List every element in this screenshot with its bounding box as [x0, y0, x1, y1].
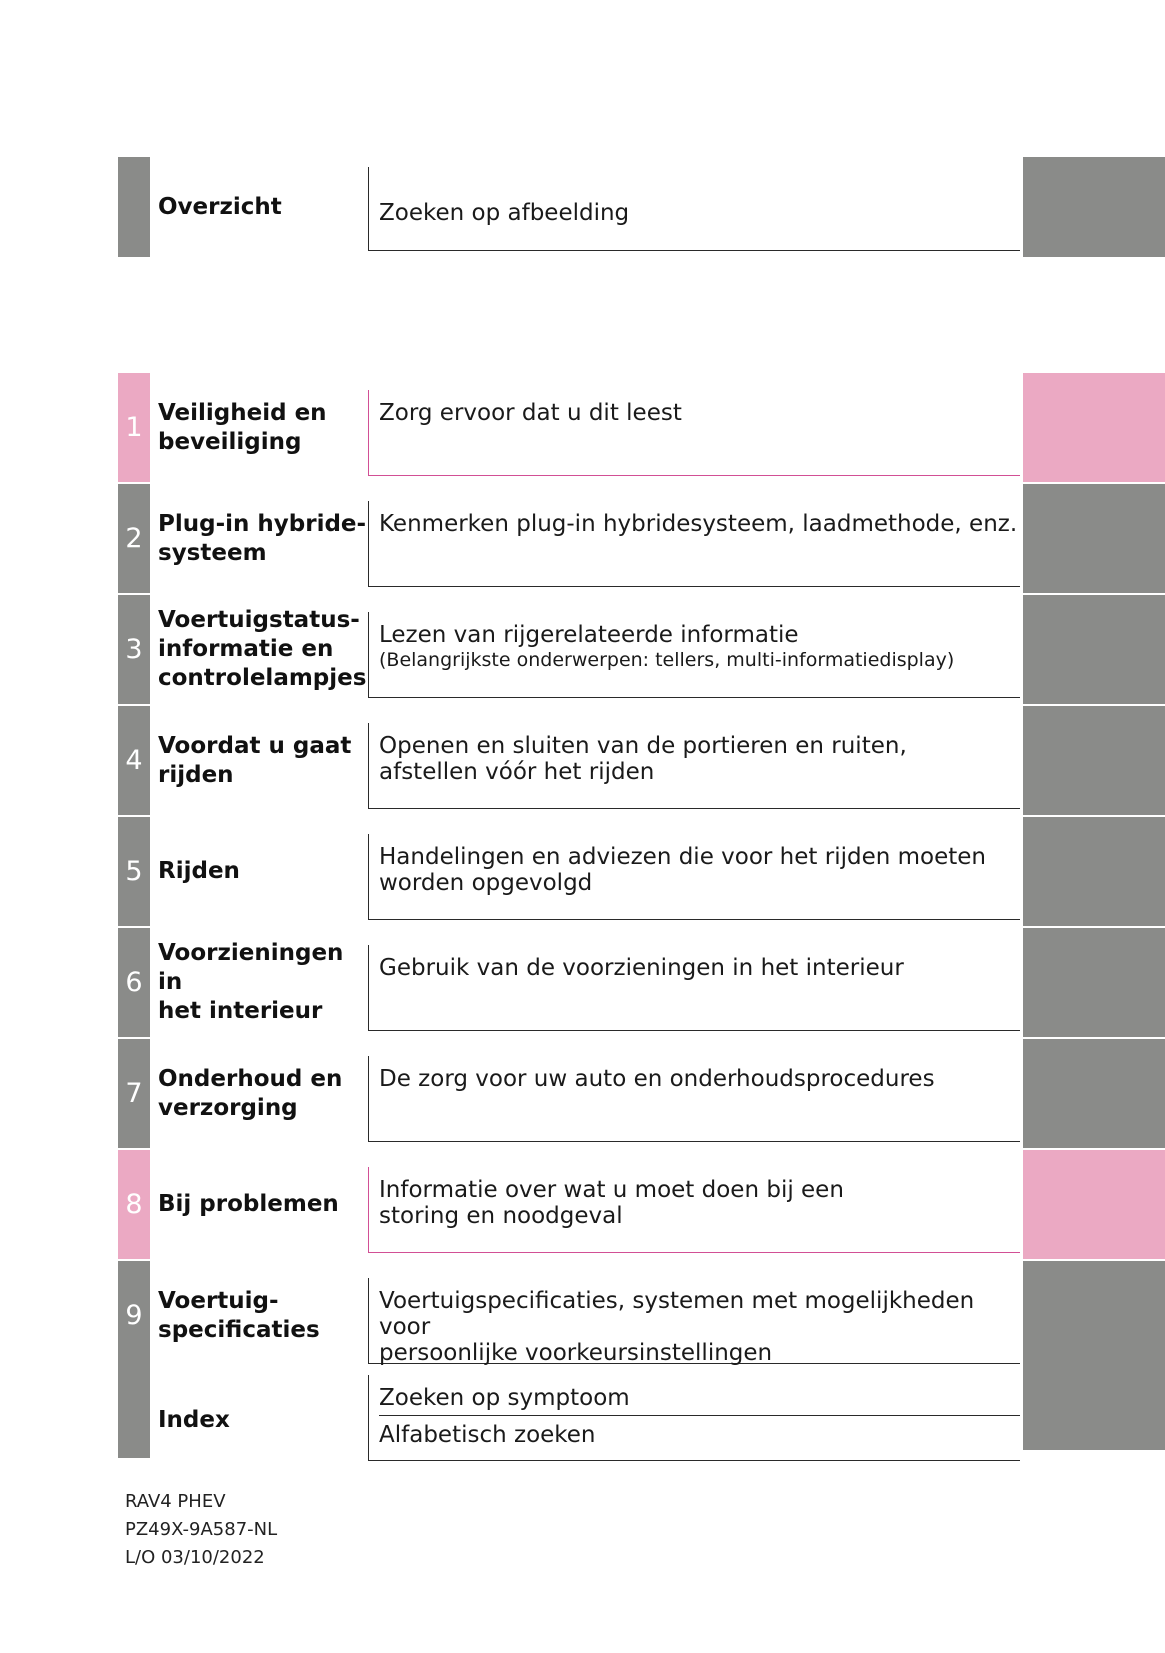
toc-row-chapter-8[interactable] [0, 1150, 1165, 1259]
section-description: Zoeken op afbeelding [368, 167, 1020, 251]
chapter-number: 4 [118, 706, 150, 815]
chapter-number: 6 [118, 928, 150, 1037]
section-description [368, 1375, 1020, 1461]
document-footer [125, 1488, 277, 1572]
thumb-tab[interactable] [1023, 1358, 1165, 1450]
toc-row-chapter-7[interactable] [0, 1039, 1165, 1148]
toc-row-chapter-3[interactable] [0, 595, 1165, 704]
chapter-title: Plug-in hybride- systeem [158, 510, 367, 566]
chapter-title: Rijden [158, 858, 240, 884]
thumb-tab[interactable] [1023, 157, 1165, 257]
toc-row-index[interactable] [0, 1358, 1165, 1458]
section-color-bar [118, 1358, 150, 1458]
thumb-tab-chapter-2[interactable] [1023, 484, 1165, 593]
search-by-symptom-link[interactable]: Zoeken op symptoom [379, 1385, 1020, 1416]
chapter-title: Voertuigstatus- informatie en controlelampjes [158, 607, 367, 691]
thumb-tab-chapter-6[interactable] [1023, 928, 1165, 1037]
chapter-subdescription: (Belangrijkste onderwerpen: tellers, multi-informatiedisplay) [379, 649, 955, 671]
chapter-number: 3 [118, 595, 150, 704]
toc-row-chapter-6[interactable] [0, 928, 1165, 1037]
toc-row-overview[interactable] [0, 157, 1165, 257]
section-title: Overzicht [158, 193, 282, 220]
chapter-title: Voorzieningen in het interieur [158, 940, 344, 1024]
chapter-number: 2 [118, 484, 150, 593]
toc-row-chapter-2[interactable] [0, 484, 1165, 593]
section-title: Index [158, 1406, 230, 1433]
chapter-description: Handelingen en adviezen die voor het rijden moeten worden opgevolgd [368, 834, 1020, 920]
footer-model: RAV4 PHEV [125, 1491, 226, 1512]
thumb-tab-chapter-5[interactable] [1023, 817, 1165, 926]
chapter-number: 5 [118, 817, 150, 926]
chapter-title: Voordat u gaat rijden [158, 732, 352, 788]
chapter-number: 1 [118, 373, 150, 482]
toc-row-chapter-4[interactable] [0, 706, 1165, 815]
toc-row-chapter-9[interactable] [0, 1261, 1165, 1370]
section-color-bar [118, 157, 150, 257]
chapter-title: Voertuig- specificaties [158, 1287, 320, 1343]
chapter-description: De zorg voor uw auto en onderhoudsprocedures [368, 1056, 1020, 1142]
thumb-tab-chapter-7[interactable] [1023, 1039, 1165, 1148]
chapter-title: Bij problemen [158, 1191, 339, 1217]
chapter-number: 7 [118, 1039, 150, 1148]
toc-row-chapter-1[interactable] [0, 373, 1165, 482]
chapter-title: Veiligheid en beveiliging [158, 399, 327, 455]
thumb-tab-chapter-8[interactable] [1023, 1150, 1165, 1259]
footer-date: L/O 03/10/2022 [125, 1547, 265, 1568]
chapter-description: Openen en sluiten van de portieren en ruiten, afstellen vóór het rijden [368, 723, 1020, 809]
thumb-tab-chapter-9[interactable] [1023, 1261, 1165, 1370]
chapter-title: Onderhoud en verzorging [158, 1065, 343, 1121]
toc-row-chapter-5[interactable] [0, 817, 1165, 926]
footer-code: PZ49X-9A587-NL [125, 1519, 278, 1540]
chapter-description: Informatie over wat u moet doen bij een storing en noodgeval [368, 1167, 1020, 1253]
chapter-description: Kenmerken plug-in hybridesysteem, laadmethode, enz. [368, 501, 1020, 587]
thumb-tab-chapter-4[interactable] [1023, 706, 1165, 815]
chapter-number: 9 [118, 1261, 150, 1370]
alphabetical-search-link[interactable]: Alfabetisch zoeken [379, 1422, 596, 1448]
thumb-tab-chapter-1[interactable] [1023, 373, 1165, 482]
chapter-number: 8 [118, 1150, 150, 1259]
thumb-tab-chapter-3[interactable] [1023, 595, 1165, 704]
chapter-description: Lezen van rijgerelateerde informatie (Belangrijkste onderwerpen: tellers, multi-informatiedisplay) [368, 612, 1020, 698]
chapter-description: Voertuigspecificaties, systemen met mogelijkheden voor persoonlijke voorkeursinstellingen [368, 1278, 1020, 1364]
chapter-description: Gebruik van de voorzieningen in het interieur [368, 945, 1020, 1031]
chapter-description: Zorg ervoor dat u dit leest [368, 390, 1020, 476]
